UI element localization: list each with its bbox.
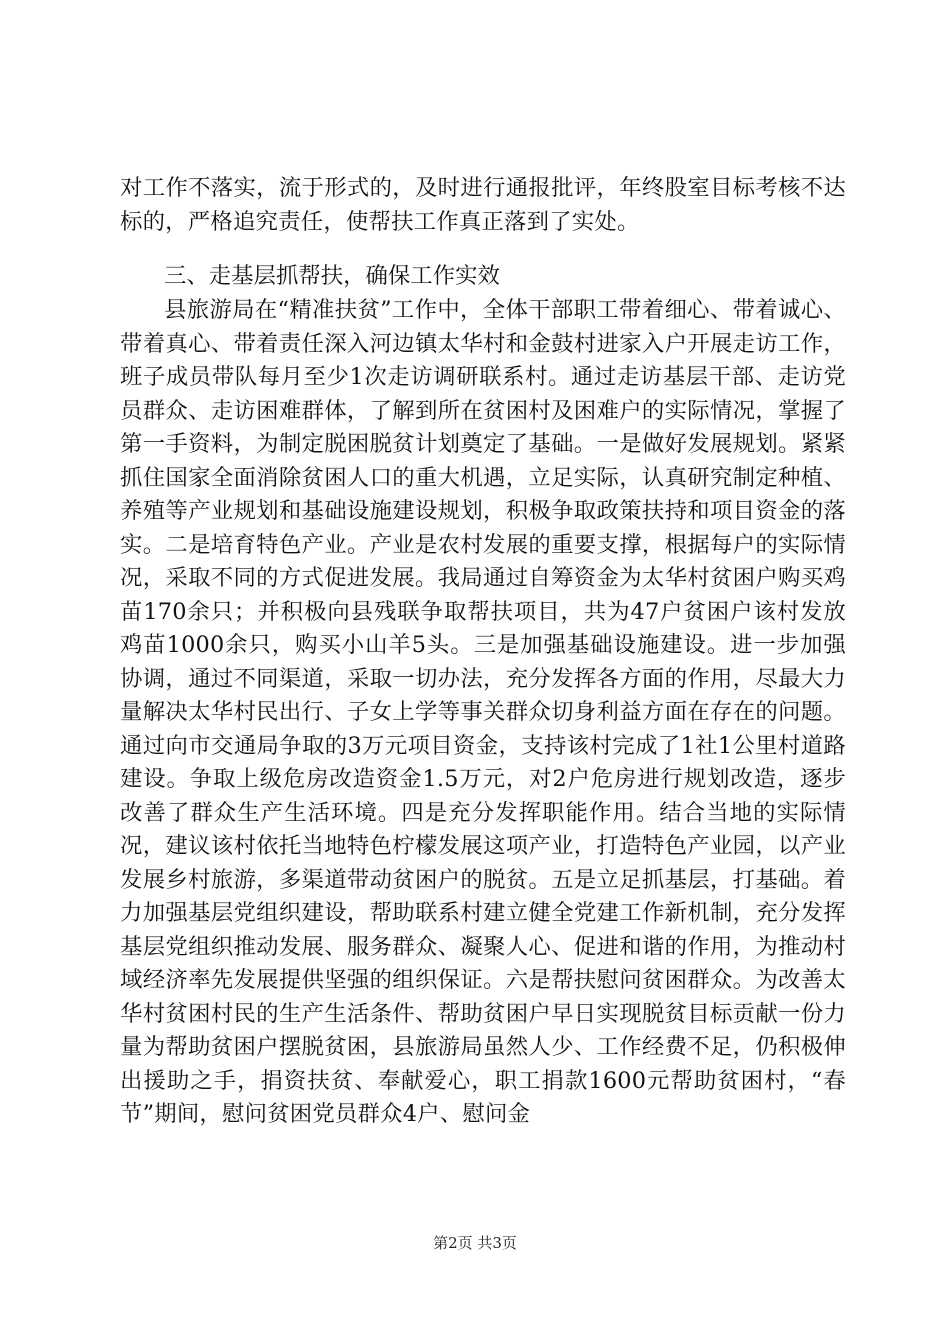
body-paragraph-1: 对工作不落实，流于形式的，及时进行通报批评，年终股室目标考核不达标的，严格追究责任，使帮扶工作真正落到了实处。 xyxy=(120,175,846,235)
body-paragraph-2: 县旅游局在“精准扶贫”工作中，全体干部职工带着细心、带着诚心、带着真心、带着责任深入河边镇太华村和金鼓村进家入户开展走访工作，班子成员带队每月至少1次走访调研联系村。通过走访基层干部、走访党员群众、走访困难群体，了解到所在贫困村及困难户的实际情况，掌握了第一手资料，为制定脱困脱贫计划奠定了基础。一是做好发展规划。紧紧抓住国家全面消除贫困人口的重大机遇，立足实际，认真研究制定种植、养殖等产业规划和基础设施建设规划，积极争取政策扶持和项目资金的落实。二是培育特色产业。产业是农村发展的重要支撑，根据每户的实际情况，采取不同的方式促进发展。我局通过自筹资金为太华村贫困户购买鸡苗170余只；并积极向县残联争取帮扶项目，共为47户贫困户该村发放鸡苗1000余只，购买小山羊5头。三是加强基础设施建设。进一步加强协调，通过不同渠道，采取一切办法，充分发挥各方面的作用，尽最大力量解决太华村民出行、子女上学等事关群众切身利益方面在存在的问题。通过向市交通局争取的3万元项目资金，支持该村完成了1社1公里村道路建设。争取上级危房改造资金1.5万元，对2户危房进行规划改造，逐步改善了群众生产生活环境。四是充分发挥职能作用。结合当地的实际情况，建议该村依托当地特色柠檬发展这项产业，打造特色产业园，以产业发展乡村旅游，多渠道带动贫困户的脱贫。五是立足抓基层，打基础。着力加强基层党组织建设，帮助联系村建立健全党建工作新机制，充分发挥基层党组织推动发展、服务群众、凝聚人心、促进和谐的作用，为推动村域经济率先发展提供坚强的组织保证。六是帮扶慰问贫困群众。为改善太华村贫困村民的生产生活条件、帮助贫困户早日实现脱贫目标贡献一份力量为帮助贫困户摆脱贫困，县旅游局虽然人少、工作经费不足，仍积极伸出援助之手，捐资扶贫、奉献爱心，职工捐款1600元帮助贫困村，“春节”期间，慰问贫困党员群众4户、慰问金 xyxy=(120,297,846,1127)
page-footer: 第2页 共3页 xyxy=(433,1234,517,1252)
section-heading: 三、走基层抓帮扶，确保工作实效 xyxy=(164,263,500,289)
